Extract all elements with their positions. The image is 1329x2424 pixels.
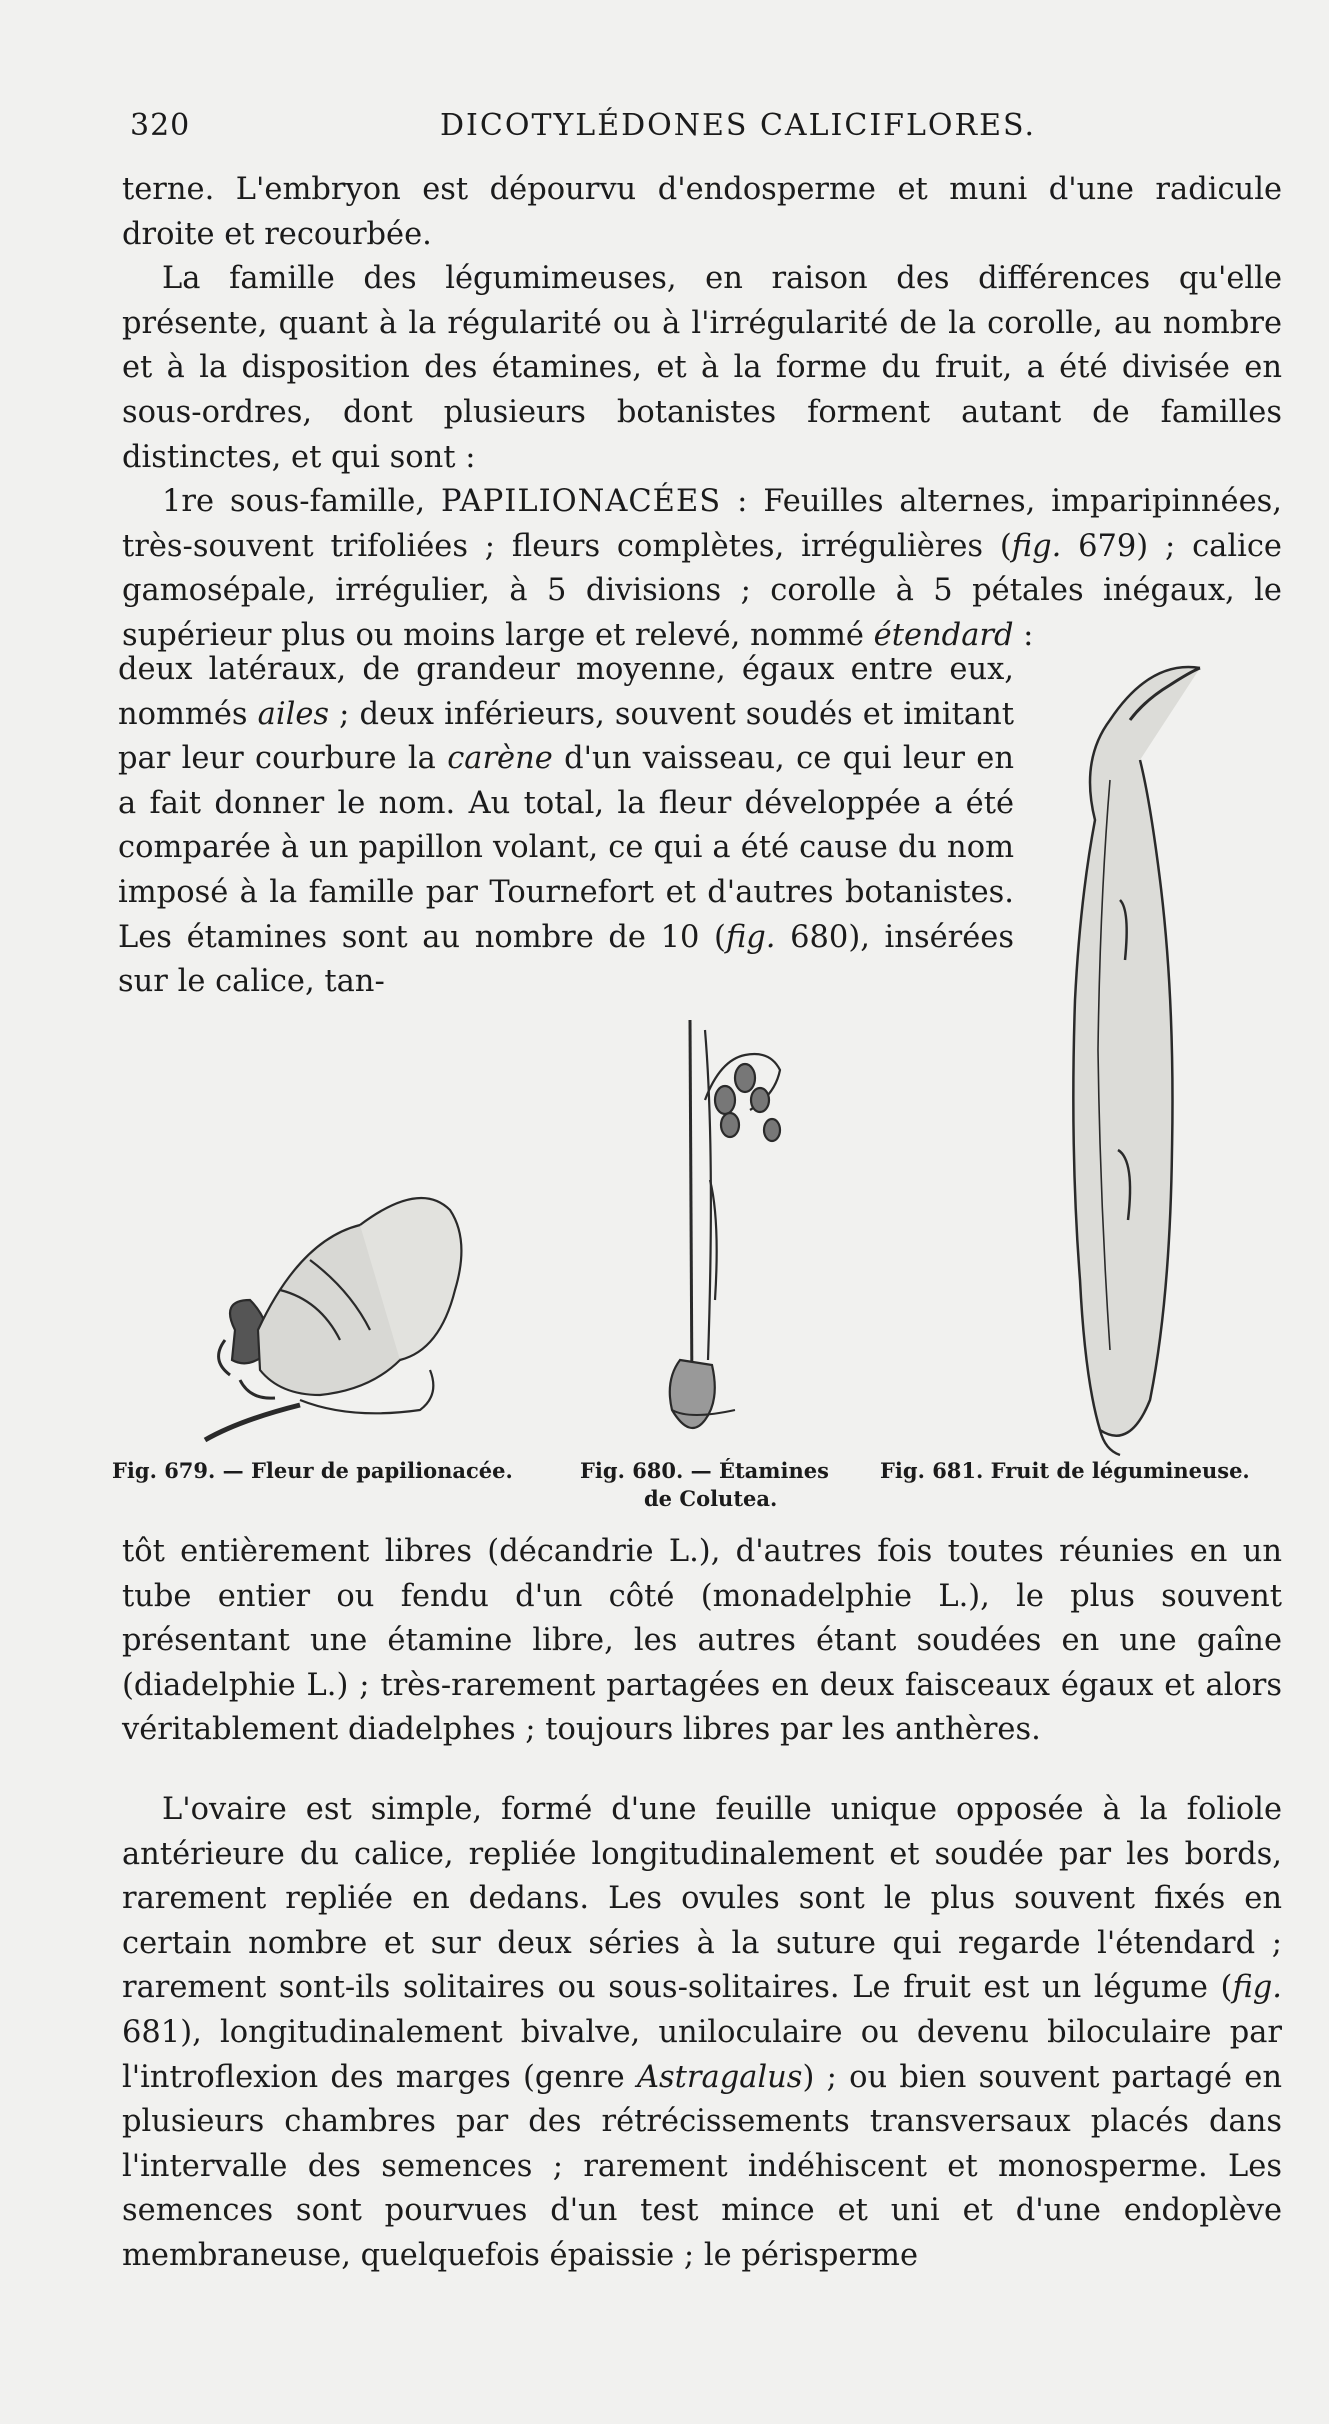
running-title: DICOTYLÉDONES CALICIFLORES. — [440, 108, 1037, 143]
paragraph-5-part-c: ) ; ou bien souvent partagé en plusieurs chambres par des rétrécissements transversaux placés dans l'intervalle des semences ; rarement indéhiscent et monosperme. Les semences sont pourvues d'un test mince et uni et d'une endoplève membraneuse, quelquefois épaissie ; le périsperme — [122, 2059, 1282, 2273]
fig-ref-680: fig. — [725, 919, 776, 955]
term-ailes: ailes — [257, 696, 330, 732]
genus-astragalus: Astragalus — [637, 2059, 803, 2095]
narrow-part-a: deux latéraux, de grandeur moyenne, égaux entre eux, nommés — [118, 652, 1014, 732]
figure-captions — [112, 1458, 1272, 1518]
caption-fig-679: Fig. 679. — Fleur de papilionacée. — [112, 1458, 513, 1483]
paragraph-1-end — [122, 213, 1282, 258]
paragraph-3-part-c: : — [1013, 617, 1034, 653]
fig-681-legume-illustration — [1073, 667, 1200, 1455]
text-block-bottom — [122, 1788, 1282, 2279]
text-block-after-figures — [122, 1530, 1282, 1753]
paragraph-1 — [122, 168, 1282, 213]
caption-fig-680-continued: de Colutea. — [644, 1486, 778, 1511]
paragraph-1-line-1: terne. L'embryon est dépourvu d'endosperme et muni d'une radicule — [122, 172, 1282, 207]
paragraph-5-part-a: L'ovaire est simple, formé d'une feuille unique opposée à la foliole antérieure du calice, repliée longitudinalement et soudée par les bords, rarement repliée en dedans. Les ovules sont le plus souvent fixés en certain nombre et sur deux séries à la suture qui regarde l'étendard ; rarement sont-ils solitaires ou sous-solitaires. Le fruit est un légume ( — [122, 1792, 1282, 2006]
caption-fig-680: Fig. 680. — Étamines — [580, 1458, 829, 1483]
paragraph-2: La famille des légumimeuses, en raison des différences qu'elle présente, quant à la régularité ou à l'irrégularité de la corolle, au nombre et à la disposition des étamines, et à la forme du fruit, a été divisée en sous-ordres, dont plusieurs botanistes forment autant de familles distinctes, et qui sont : — [122, 261, 1282, 475]
paragraph-5-part-b: 681), longitudinalement bivalve, uniloculaire ou devenu biloculaire par l'introflexion des marges (genre — [122, 2014, 1282, 2095]
fig-679-flower-illustration — [205, 1198, 461, 1440]
paragraph-4: tôt entièrement libres (décandrie L.), d'autres fois toutes réunies en un tube entier ou fendu d'un côté (monadelphie L.), le plus souvent présentant une étamine libre, les autres étant soudées en une gaîne (diadelphie L.) ; très-rarement partagées en deux faisceaux égaux et alors véritablement diadelphes ; toujours libres par les anthères. — [122, 1534, 1282, 1748]
caption-fig-681: Fig. 681. Fruit de légumineuse. — [880, 1458, 1250, 1483]
text-block-top — [122, 168, 1282, 659]
fig-ref-679: fig. — [1011, 528, 1062, 564]
paragraph-5 — [122, 1788, 1282, 2279]
fig-680-stamens-illustration — [670, 1020, 780, 1428]
narrow-part-b: ; deux inférieurs, souvent soudés et imitant par leur courbure la — [118, 696, 1014, 777]
paragraph-1-line-2: droite et recourbée. — [122, 216, 432, 252]
page-number: 320 — [130, 108, 191, 143]
page-header — [130, 108, 1270, 152]
term-etendard: étendard — [873, 617, 1014, 653]
paragraph-3 — [122, 480, 1282, 658]
paragraph-3-part-b: 679) ; calice gamosépale, irrégulier, à 5 divisions ; corolle à 5 pétales inégaux, le supérieur plus ou moins large et relevé, nommé — [122, 528, 1282, 653]
term-carene: carène — [447, 741, 553, 777]
narrow-part-d: 680), insérées sur le calice, tan- — [118, 919, 1014, 1000]
subfamily-name: PAPILIONACÉES — [441, 484, 722, 520]
subfamily-prefix: 1re sous-famille, — [162, 484, 441, 520]
paragraph-3-part-a: : Feuilles alternes, imparipinnées, très-souvent trifoliées ; fleurs complètes, irrégulières ( — [122, 484, 1282, 564]
text-block-beside-figure — [118, 648, 1014, 1005]
fig-ref-681: fig. — [1232, 1970, 1282, 2006]
narrow-part-c: d'un vaisseau, ce qui leur en a fait donner le nom. Au total, la fleur développée a été comparée à un papillon volant, ce qui a été cause du nom imposé à la famille par Tournefort et d'autres botanistes. Les étamines sont au nombre de 10 ( — [118, 741, 1014, 955]
